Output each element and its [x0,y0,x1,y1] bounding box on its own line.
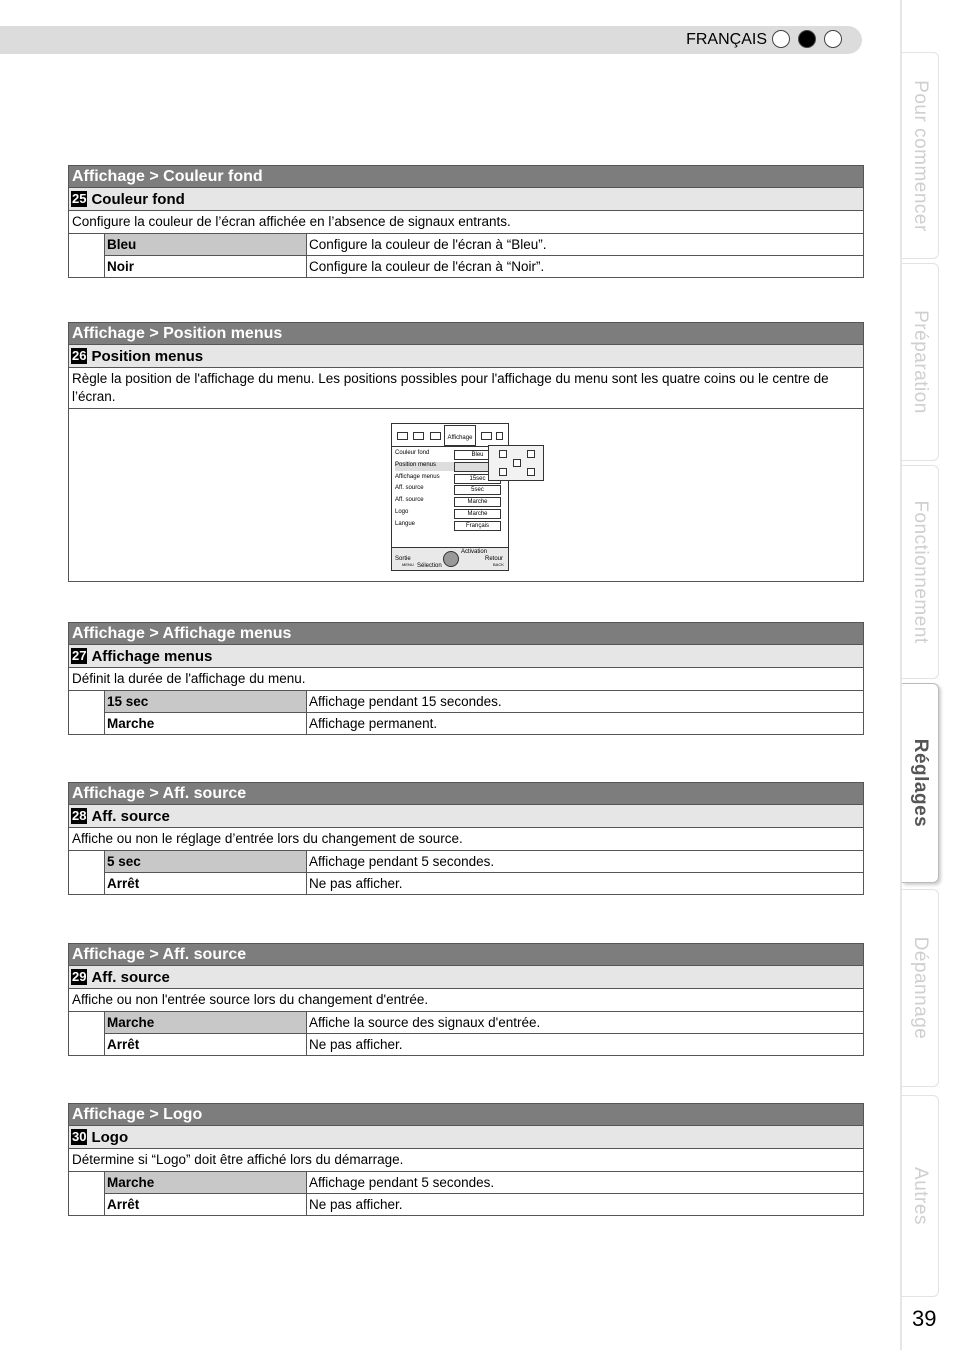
section-subtitle: 25 Couleur fond [68,187,864,210]
section-subtitle: 30 Logo [68,1125,864,1148]
section-title: Affichage > Affichage menus [68,622,864,644]
section-description: Configure la couleur de l’écran affichée en l’absence de signaux entrants. [68,210,864,233]
section-description: Affiche ou non le réglage d’entrée lors du changement de source. [68,827,864,850]
menu-footer: Sortie MENU Activation Sélection Retour BACK [392,547,508,570]
section-subtitle: 28 Aff. source [68,804,864,827]
display-tab-icon: Affichage [444,425,476,446]
header-bar [0,26,862,54]
item-number: 25 [72,191,87,206]
menu-row: Position menus [395,462,503,471]
corner-top-left-icon [499,450,507,458]
language-indicator [772,30,842,48]
table-row: Bleu Configure la couleur de l'écran à “Bleu”. [69,234,864,256]
corner-bottom-left-icon [499,468,507,476]
side-tabs [896,0,954,1350]
section-aff-source-28 [68,782,864,895]
section-description: Affiche ou non l'entrée source lors du changement d'entrée. [68,988,864,1011]
options-table [68,850,864,895]
tab-depannage[interactable]: Dépannage [902,889,939,1087]
tab-reglages[interactable]: Réglages [902,683,939,883]
tab-autres[interactable]: Autres [902,1095,939,1297]
section-subtitle: 29 Aff. source [68,965,864,988]
section-title: Affichage > Position menus [68,322,864,344]
table-row: Marche Affichage permanent. [69,713,864,735]
menu-row: Logo Marche [395,509,503,518]
section-subtitle: 27 Affichage menus [68,644,864,667]
item-number: 26 [72,348,87,363]
item-number: 29 [72,969,87,984]
tab-fonctionnement[interactable]: Fonctionnement [902,465,939,679]
table-row: Noir Configure la couleur de l'écran à “Noir”. [69,256,864,278]
table-row: Marche Affichage pendant 5 secondes. [69,1172,864,1194]
corner-top-right-icon [527,450,535,458]
adjust-icon [413,432,424,440]
section-description: Définit la durée de l'affichage du menu. [68,667,864,690]
section-description: Règle la position de l'affichage du menu. Les positions possibles pour l'affichage du menu sont les quatre coins ou le centre de l’écran. [68,367,864,408]
language-label: FRANÇAIS [686,31,767,48]
circle-icon [772,30,790,48]
section-logo [68,1103,864,1216]
tab-pour-commencer[interactable]: Pour commencer [902,52,939,259]
table-row: Arrêt Ne pas afficher. [69,1034,864,1056]
center-icon [513,459,521,467]
menu-row: Langue Français [395,521,503,530]
menu-row: Aff. source Marche [395,497,503,506]
options-table [68,690,864,735]
section-aff-source-29 [68,943,864,1056]
section-title: Affichage > Couleur fond [68,165,864,187]
table-row: Marche Affiche la source des signaux d'entrée. [69,1012,864,1034]
input-icon [430,432,441,440]
section-title: Affichage > Aff. source [68,943,864,965]
position-selector [488,445,544,481]
menu-illustration [68,408,864,582]
tab-preparation[interactable]: Préparation [902,263,939,461]
item-number: 30 [72,1129,87,1144]
section-title: Affichage > Aff. source [68,782,864,804]
menu-row: Couleur fond Bleu [395,450,503,459]
item-number: 27 [72,648,87,663]
table-row: 5 sec Affichage pendant 5 secondes. [69,851,864,873]
circle-icon [824,30,842,48]
section-couleur-fond [68,165,864,278]
section-subtitle: 26 Position menus [68,344,864,367]
table-row: Arrêt Ne pas afficher. [69,873,864,895]
table-row: Arrêt Ne pas afficher. [69,1194,864,1216]
section-title: Affichage > Logo [68,1103,864,1125]
menu-row: Aff. source 5sec [395,485,503,494]
section-position-menus [68,322,864,582]
page-number: 39 [912,1306,937,1331]
menu-row: Affichage menus 15sec [395,474,503,483]
table-row: 15 sec Affichage pendant 15 secondes. [69,691,864,713]
options-table [68,1011,864,1056]
info-icon [496,432,503,440]
setup-icon [481,432,492,440]
options-table [68,1171,864,1216]
item-number: 28 [72,808,87,823]
dpad-icon [443,551,459,567]
menu-icon-bar [392,424,508,447]
section-description: Détermine si “Logo” doit être affiché lors du démarrage. [68,1148,864,1171]
circle-filled-icon [798,30,816,48]
picture-icon [397,432,408,440]
options-table [68,233,864,278]
corner-bottom-right-icon [527,468,535,476]
section-affichage-menus [68,622,864,735]
